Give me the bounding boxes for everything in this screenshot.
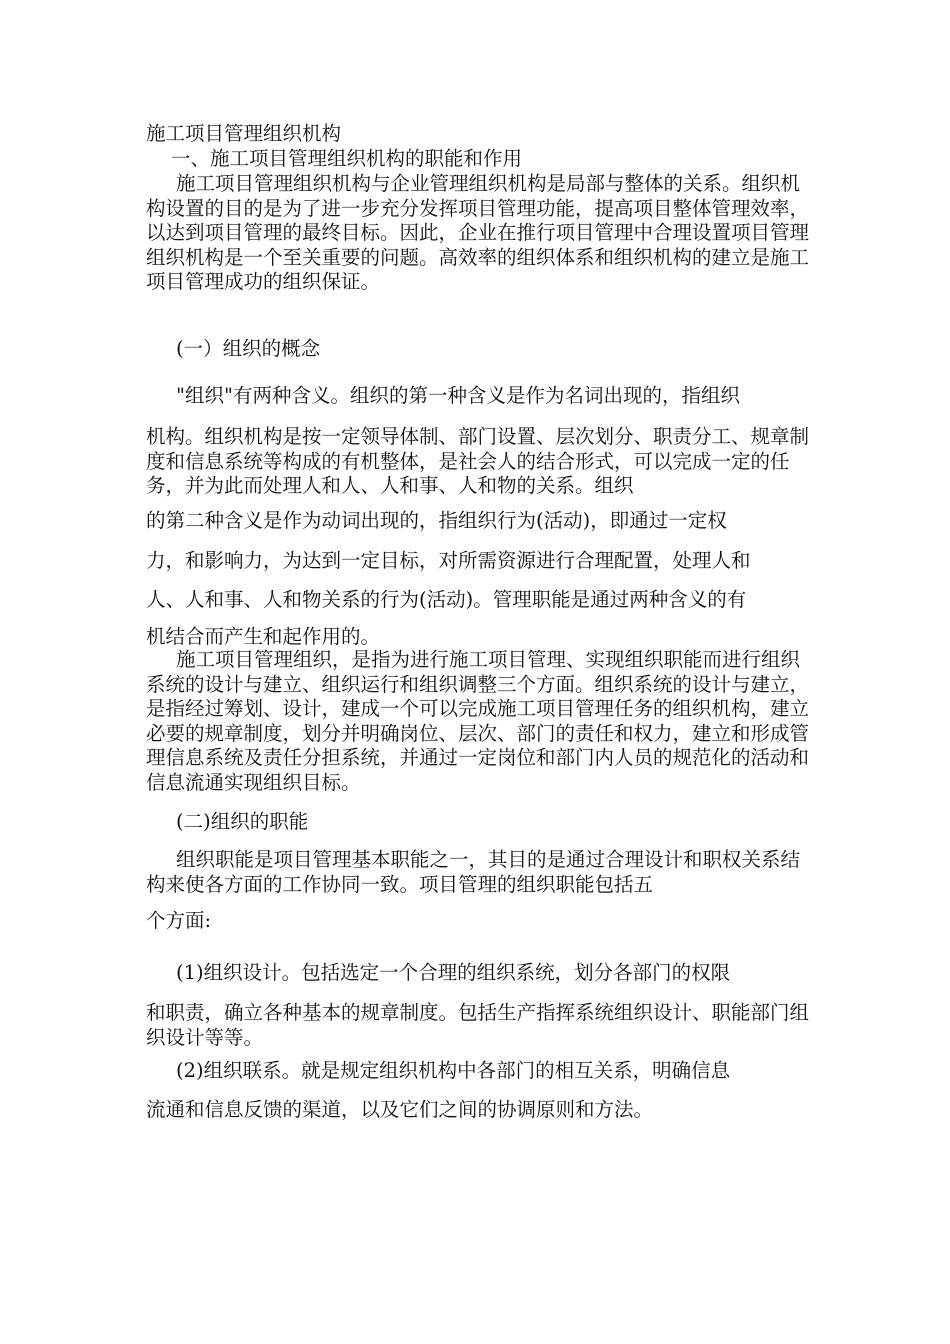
paragraph-concept-line: 力，和影响力，为达到一定目标，对所需资源进行合理配置，处理人和 bbox=[146, 549, 751, 572]
paragraph-concept-line: 机结合而产生和起作用的。 bbox=[146, 625, 381, 648]
paragraph-concept-line: 人、人和事、人和物关系的行为(活动)。管理职能是通过两种含义的有 bbox=[146, 588, 747, 611]
paragraph-concept-line: "组织"有两种含义。组织的第一种含义是作为名词出现的，指组织 bbox=[176, 384, 740, 407]
subsection-heading-concept: (一）组织的概念 bbox=[176, 337, 321, 360]
list-item-design: (1)组织设计。包括选定一个合理的组织系统，划分各部门的权限 bbox=[176, 961, 731, 984]
paragraph-concept-body: 机构。组织机构是按一定领导体制、部门设置、层次划分、职责分工、规章制度和信息系统等构成的有机整体，是社会人的结合形式，可以完成一定的任务，并为此而处理人和人、人和事、人和物的关系。组织 bbox=[146, 425, 810, 497]
list-item-contact-body: 流通和信息反馈的渠道，以及它们之间的协调原则和方法。 bbox=[146, 1098, 654, 1121]
paragraph-function-line: 个方面: bbox=[146, 909, 212, 932]
paragraph-organization: 施工项目管理组织，是指为进行施工项目管理、实现组织职能而进行组织系统的设计与建立、组织运行和组织调整三个方面。组织系统的设计与建立，是指经过筹划、设计，建成一个可以完成施工项目管理任务的组织机构，建立必要的规章制度，划分并明确岗位、层次、部门的责任和权力，建立和形成管理信息系统及责任分担系统，并通过一定岗位和部门内人员的规范化的活动和信息流通实现组织目标。 bbox=[146, 648, 810, 794]
paragraph-function: 组织职能是项目管理基本职能之一，其目的是通过合理设计和职权关系结构来使各方面的工作协同一致。项目管理的组织职能包括五 bbox=[146, 848, 801, 896]
list-item-design-body: 和职责，确立各种基本的规章制度。包括生产指挥系统组织设计、职能部门组织设计等等。 bbox=[146, 1001, 810, 1049]
section-heading: 一、施工项目管理组织机构的职能和作用 bbox=[171, 147, 523, 170]
subsection-heading-function: (二)组织的职能 bbox=[176, 810, 309, 833]
doc-title: 施工项目管理组织机构 bbox=[146, 122, 342, 145]
paragraph-concept-line: 的第二种含义是作为动词出现的，指组织行为(活动)，即通过一定权 bbox=[146, 509, 727, 532]
paragraph-intro: 施工项目管理组织机构与企业管理组织机构是局部与整体的关系。组织机构设置的目的是为了进一步充分发挥项目管理功能，提高项目整体管理效率，以达到项目管理的最终目标。因此，企业在推行项目管理中合理设置项目管理组织机构是一个至关重要的问题。高效率的组织体系和组织机构的建立是施工项目管理成功的组织保证。 bbox=[146, 172, 810, 293]
list-item-contact: (2)组织联系。就是规定组织机构中各部门的相互关系，明确信息 bbox=[176, 1059, 731, 1082]
